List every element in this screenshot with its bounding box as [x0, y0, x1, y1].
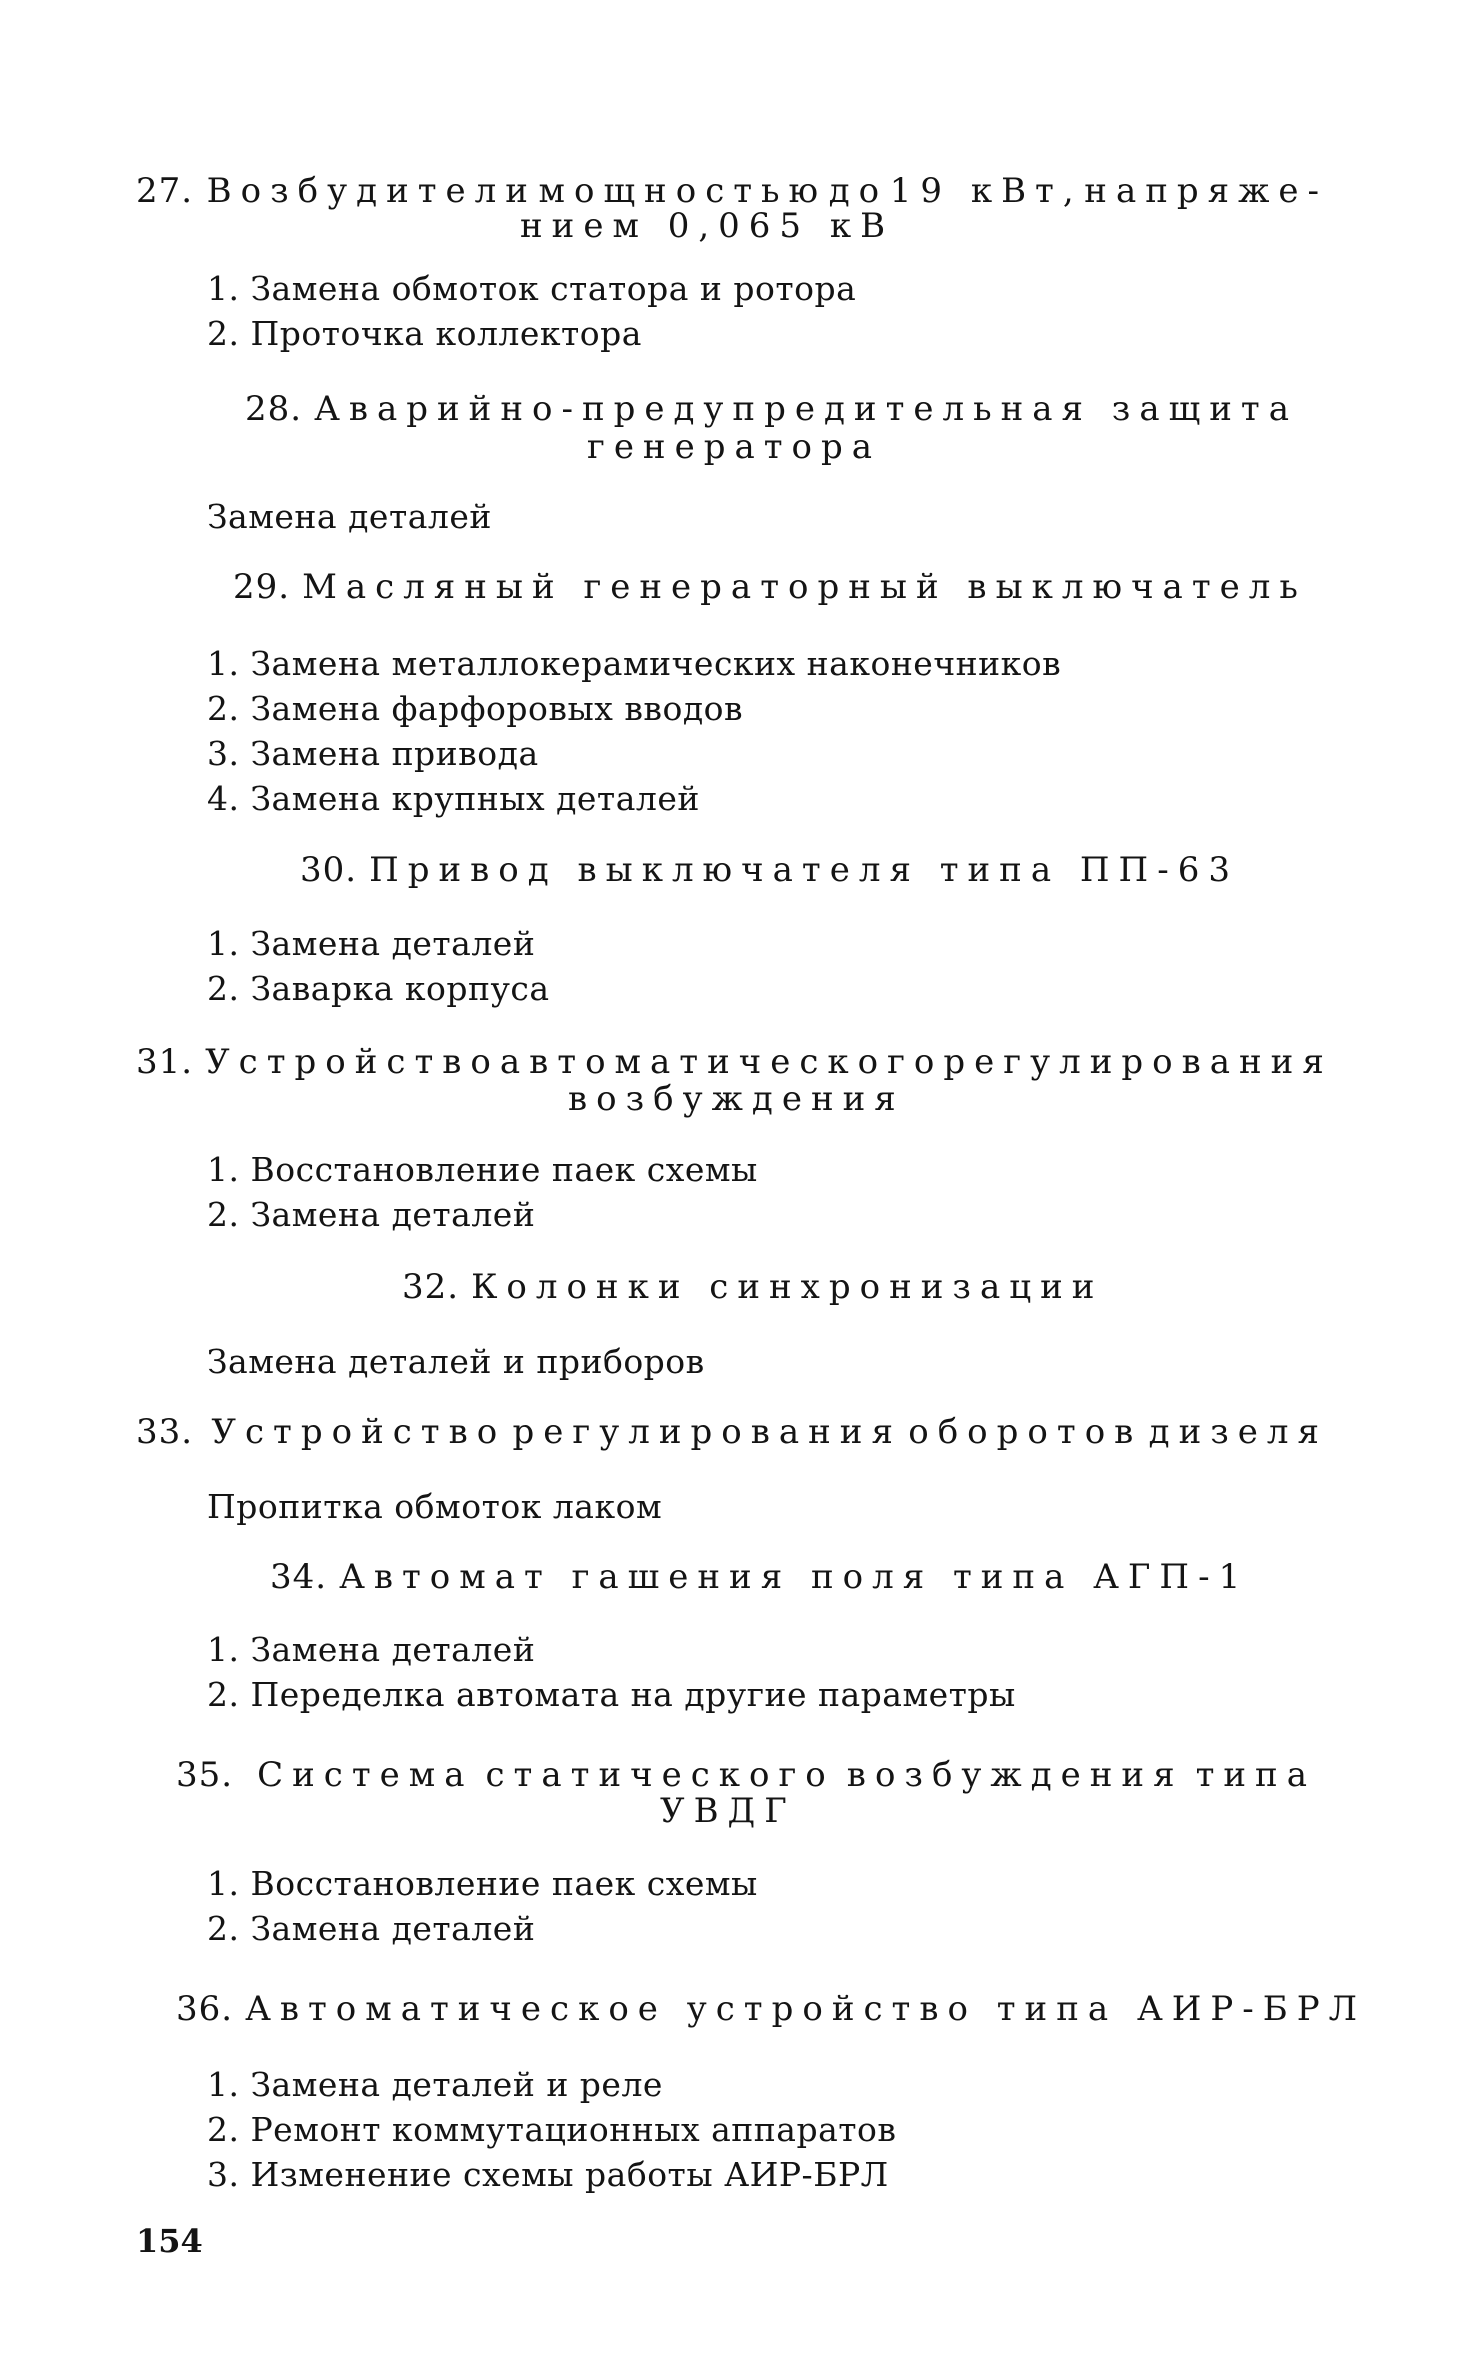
section-35-heading	[176, 1755, 1316, 1795]
section-29-heading	[233, 567, 1307, 607]
heading-word: регулирования	[512, 1412, 902, 1452]
heading-word: Возбудители	[206, 171, 537, 211]
list-item: 1. Замена деталей и реле	[207, 2065, 663, 2104]
section-34-heading	[270, 1557, 1250, 1597]
section-number: 30.	[300, 850, 358, 890]
list-item: 2. Замена фарфоровых вводов	[207, 689, 744, 728]
heading-text: Аварийно-предупредительная защита	[314, 389, 1298, 429]
list-item: 2. Замена деталей	[207, 1909, 536, 1948]
heading-text: Колонки синхронизации	[471, 1267, 1104, 1307]
section-number: 29.	[233, 567, 291, 607]
section-number: 33.	[136, 1412, 194, 1452]
heading-word: статического	[485, 1755, 835, 1795]
list-item: 3. Замена привода	[207, 734, 539, 773]
heading-text: Привод выключателя типа ПП-63	[369, 850, 1239, 890]
heading-text: Автомат гашения поля типа АГП-1	[339, 1557, 1250, 1597]
page-number: 154	[136, 2222, 203, 2260]
list-item: 2. Замена деталей	[207, 1195, 536, 1234]
heading-word: автоматического	[499, 1042, 944, 1082]
section-31-heading-line2: возбуждения	[568, 1079, 905, 1119]
section-number: 32.	[402, 1267, 460, 1307]
heading-word: регулирования	[943, 1042, 1333, 1082]
section-number: 34.	[270, 1557, 328, 1597]
section-number: 31.	[136, 1042, 194, 1082]
section-31-heading	[136, 1042, 1333, 1082]
heading-word: дизеля	[1148, 1412, 1328, 1452]
list-item: 2. Ремонт коммутационных аппаратов	[207, 2110, 897, 2149]
section-36-heading	[176, 1989, 1366, 2029]
section-number: 35.	[176, 1755, 234, 1795]
section-33-heading	[136, 1412, 1328, 1452]
list-item: 3. Изменение схемы работы АИР-БРЛ	[207, 2155, 889, 2194]
list-item: 1. Замена деталей	[207, 924, 536, 963]
list-item: 1. Замена деталей	[207, 1630, 536, 1669]
list-item: 1. Замена металлокерамических наконечников	[207, 644, 1062, 683]
section-number: 36.	[176, 1989, 234, 2029]
section-30-heading	[300, 850, 1239, 890]
list-item: Пропитка обмоток лаком	[207, 1487, 663, 1526]
heading-word: 19 кВт,	[889, 171, 1083, 211]
list-item: 2. Переделка автомата на другие параметры	[207, 1675, 1016, 1714]
list-item: 4. Замена крупных деталей	[207, 779, 700, 818]
section-number: 27.	[136, 171, 194, 211]
heading-word: возбуждения	[846, 1755, 1184, 1795]
heading-word: мощностью	[538, 171, 828, 211]
heading-word: типа	[1195, 1755, 1316, 1795]
heading-text: Автоматическое устройство типа АИР-БРЛ	[245, 1989, 1366, 2029]
section-number: 28.	[245, 389, 303, 429]
section-27-heading	[136, 171, 1328, 211]
list-item: 2. Проточка коллектора	[207, 314, 642, 353]
heading-word: оборотов	[908, 1412, 1143, 1452]
section-28-heading	[245, 389, 1298, 429]
heading-word: Устройство	[211, 1412, 507, 1452]
list-item: Замена деталей	[207, 497, 492, 536]
section-32-heading	[402, 1267, 1104, 1307]
list-item: Замена деталей и приборов	[207, 1342, 705, 1381]
list-item: 1. Восстановление паек схемы	[207, 1864, 758, 1903]
heading-text: Масляный генераторный выключатель	[302, 567, 1307, 607]
section-35-heading-line2: УВДГ	[660, 1791, 796, 1831]
heading-word: Устройство	[205, 1042, 500, 1082]
section-28-heading-line2: генератора	[587, 427, 882, 467]
list-item: 1. Замена обмоток статора и ротора	[207, 269, 857, 308]
heading-word: до	[828, 171, 889, 211]
heading-word: Система	[257, 1755, 474, 1795]
list-item: 1. Восстановление паек схемы	[207, 1150, 758, 1189]
heading-word: напряже-	[1084, 171, 1328, 211]
section-27-heading-line2: нием 0,065 кВ	[520, 206, 895, 246]
list-item: 2. Заварка корпуса	[207, 969, 550, 1008]
